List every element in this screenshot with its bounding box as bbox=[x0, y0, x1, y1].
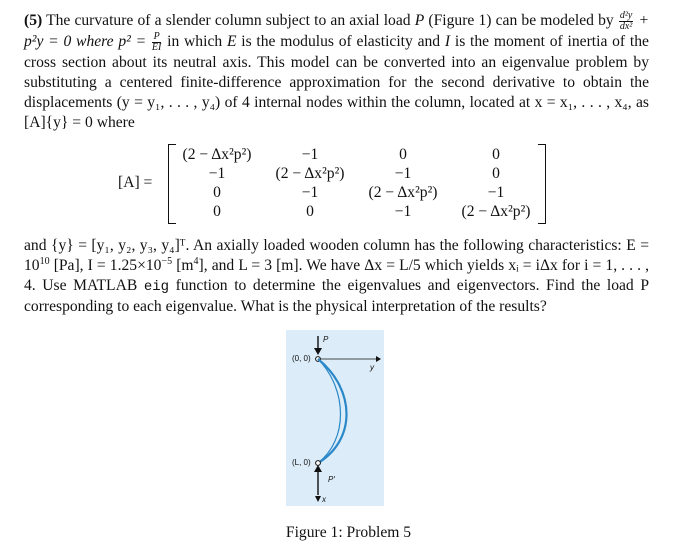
problem-statement bbox=[24, 11, 649, 133]
column-diagram bbox=[286, 330, 384, 506]
load-top-label: P bbox=[323, 335, 329, 344]
characteristics-paragraph bbox=[24, 236, 649, 317]
x-axis-label: x bbox=[322, 495, 326, 504]
matlab-eig-code: eig bbox=[143, 279, 170, 295]
matrix-cell: (2 − Δx²p²) bbox=[275, 165, 345, 182]
exp-4: 4 bbox=[193, 255, 199, 267]
bottom-pin bbox=[316, 461, 321, 466]
matrix-cell: 0 bbox=[492, 146, 500, 163]
matrix-cell: −1 bbox=[394, 203, 412, 220]
inertia-symbol: I bbox=[444, 33, 451, 51]
matrix-cell: −1 bbox=[301, 146, 319, 163]
text-c: [m bbox=[176, 257, 194, 274]
matrix-cell: (2 − Δx²p²) bbox=[182, 146, 252, 163]
text-a: and {y} = [y₁, y₂, y₃, y₄]ᵀ. An axially loaded wooden column has the following characteristics: E = 10 bbox=[24, 237, 649, 274]
modulus-symbol: E bbox=[226, 33, 237, 51]
y-axis-label: y bbox=[370, 363, 374, 372]
top-point-label: (0, 0) bbox=[292, 354, 311, 363]
matrix-cell: −1 bbox=[394, 165, 412, 182]
column-inner bbox=[318, 359, 341, 463]
p-fraction: $\frac{P}{EI}$ bbox=[151, 31, 162, 53]
matrix-cell: 0 bbox=[492, 165, 500, 182]
matrix-cell: (2 − Δx²p²) bbox=[461, 203, 531, 220]
load-symbol: P bbox=[414, 12, 425, 30]
bottom-point-label: (L, 0) bbox=[292, 458, 311, 467]
exp-neg5: −5 bbox=[161, 255, 173, 267]
intro-text-e: is the moment of inertia of the cross section about its neutral axis. This model can be converted into an eigenvalue problem by substituting a centered finite-difference approximation for the second derivative to obtain the displacements (y = y₁, . . . , y₄) of 4 internal nodes within the column, located at x = x₁, . . . , x₄, as [A]{y} = 0 where bbox=[24, 33, 649, 131]
matrix-a bbox=[118, 142, 558, 226]
column-figure bbox=[286, 330, 384, 506]
matrix-cell: 0 bbox=[306, 203, 314, 220]
matrix-cell: −1 bbox=[208, 165, 226, 182]
matrix-cell: (2 − Δx²p²) bbox=[368, 184, 438, 201]
text-e: function to determine the eigenvalues and eigenvectors. Find the load P corresponding to each eigenvalue. What is the physical interpretation of the results? bbox=[24, 277, 649, 315]
intro-text-a: The curvature of a slender column subject to an axial load bbox=[46, 12, 411, 30]
load-bottom-label: P′ bbox=[328, 475, 335, 484]
intro-text-c: in which bbox=[167, 33, 223, 51]
text-b: [Pa], I = 1.25×10 bbox=[53, 257, 162, 274]
text-d: ], and L = 3 [m]. We have Δx = L/5 which yields xᵢ = iΔx for i = 1, . . . , 4. Use MATLAB bbox=[24, 257, 650, 294]
figure-caption: Figure 1: Problem 5 bbox=[285, 524, 412, 541]
intro-text-d: is the modulus of elasticity and bbox=[241, 33, 441, 51]
matrix-cell: −1 bbox=[487, 184, 505, 201]
derivative-fraction: $\frac{\text{d²y}}{\text{dx²}}$ bbox=[619, 10, 633, 32]
matrix-cell: 0 bbox=[213, 184, 221, 201]
problem-number: (5) bbox=[24, 12, 43, 30]
matrix-label: [A] = bbox=[118, 174, 153, 191]
matrix-cell: 0 bbox=[213, 203, 221, 220]
intro-text-b: (Figure 1) can be modeled by bbox=[428, 12, 614, 30]
exp-10: 10 bbox=[39, 255, 50, 267]
equation-tail: + p²y = 0 where p² = bbox=[24, 12, 649, 51]
matrix-cell: −1 bbox=[301, 184, 319, 201]
matrix-cell: 0 bbox=[399, 146, 407, 163]
